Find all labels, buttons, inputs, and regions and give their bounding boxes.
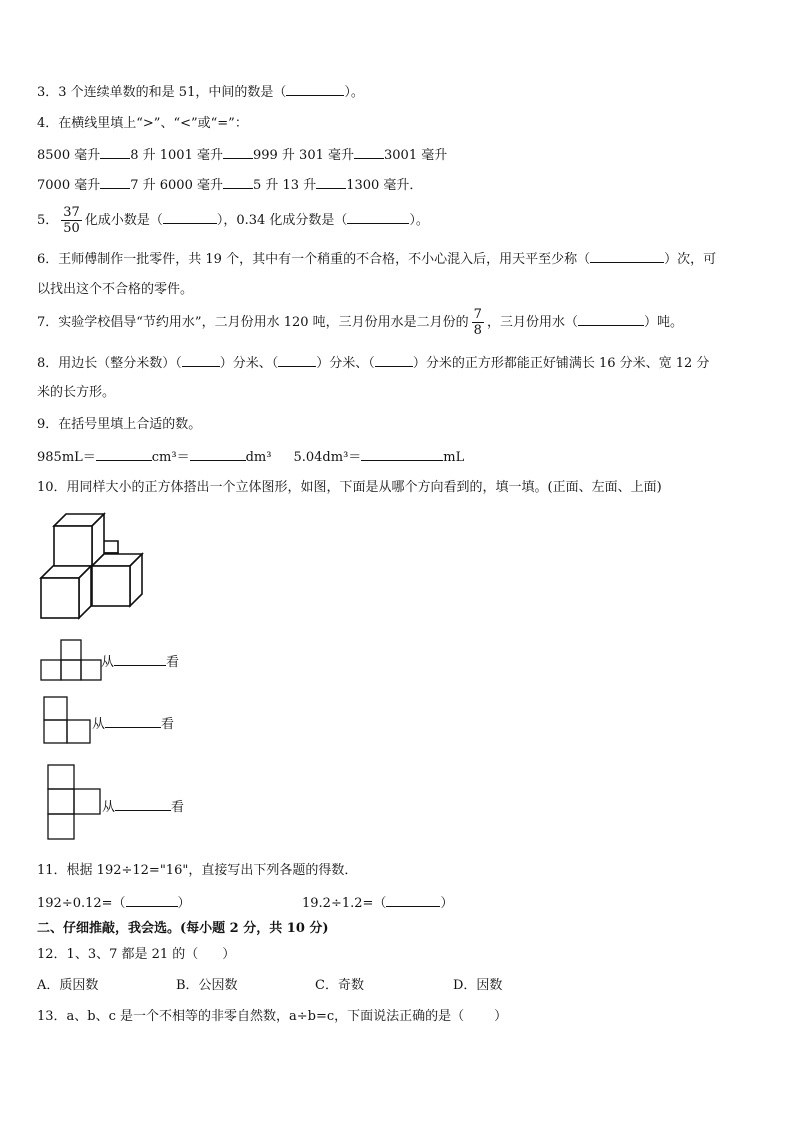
question-4-title: 4．在横线里填上“>”、“<”或“=”： — [37, 116, 248, 131]
question-3: 3．3 个连续单数的和是 51，中间的数是（ ）。 — [37, 85, 364, 100]
section-2-title: 二、仔细推敲，我会选。(每小题 2 分，共 10 分) — [37, 921, 329, 936]
question-4-row-2: 7000 毫升 7 升 6000 毫升 5 升 13 升 1300 毫升． — [37, 178, 423, 193]
answer-blank[interactable] — [114, 653, 166, 666]
answer-blank[interactable] — [126, 894, 178, 907]
answer-blank[interactable] — [223, 146, 253, 159]
question-4-row-1: 8500 毫升 8 升 1001 毫升 999 升 301 毫升 3001 毫升 — [37, 148, 448, 163]
question-7: 7．实验学校倡导“节约用水”，二月份用水 120 吨，三月份用水是二月份的 $\frac{7}{8}$ ，三月份用水（ ）吨。 — [37, 307, 683, 338]
answer-blank[interactable] — [347, 211, 409, 224]
fraction: $\frac{7}{8}$ — [473, 307, 482, 338]
q12-option-b[interactable]: B．公因数 — [176, 978, 238, 993]
answer-blank[interactable] — [182, 354, 220, 367]
answer-blank[interactable] — [278, 354, 316, 367]
fraction: $\frac{37}{50}$ — [63, 205, 80, 236]
view-grid-2 — [44, 697, 90, 743]
question-10-title: 10．用同样大小的正方体搭出一个立体图形，如图，下面是从哪个方向看到的，填一填。(正面、左面、上面) — [37, 480, 662, 495]
question-9-title: 9．在括号里填上合适的数。 — [37, 417, 202, 432]
answer-blank[interactable] — [375, 354, 413, 367]
answer-blank[interactable] — [223, 176, 253, 189]
answer-blank[interactable] — [316, 176, 346, 189]
question-12: 12．1、3、7 都是 21 的（ ） — [37, 947, 236, 962]
q12-option-d[interactable]: D．因数 — [453, 978, 503, 993]
answer-blank[interactable] — [105, 715, 161, 728]
question-11-expr-1: 192÷0.12=（ ） — [37, 896, 191, 911]
answer-blank[interactable] — [354, 146, 384, 159]
q12-option-c[interactable]: C．奇数 — [315, 978, 364, 993]
answer-blank[interactable] — [590, 250, 664, 263]
view-3-label: 从 看 — [102, 800, 185, 815]
view-2-label: 从 看 — [92, 717, 175, 732]
answer-blank[interactable] — [96, 448, 152, 461]
answer-blank[interactable] — [386, 894, 440, 907]
question-11-expr-2: 19.2÷1.2=（ ） — [302, 896, 454, 911]
question-8-line-1: 8．用边长（整分米数）（ ）分米、（ ）分米、（ ）分米的正方形都能正好铺满长 16 分米、宽 12 分 — [37, 356, 710, 371]
view-1-label: 从 看 — [101, 655, 180, 670]
question-8-line-2: 米的长方形。 — [37, 385, 116, 400]
q12-option-a[interactable]: A．质因数 — [37, 978, 99, 993]
answer-blank[interactable] — [190, 448, 246, 461]
answer-blank[interactable] — [100, 146, 130, 159]
answer-blank[interactable] — [115, 798, 171, 811]
question-13: 13．a、b、c 是一个不相等的非零自然数，a÷b=c，下面说法正确的是（ ） — [37, 1009, 508, 1024]
answer-blank[interactable] — [100, 176, 130, 189]
cube-stack-illustration — [41, 514, 142, 618]
view-grid-3 — [48, 765, 100, 839]
answer-blank[interactable] — [578, 313, 644, 326]
question-9-expression: 985mL＝ cm³＝ dm³ 5.04dm³＝ mL — [37, 450, 465, 465]
answer-blank[interactable] — [163, 211, 217, 224]
question-6-line-1: 6．王师傅制作一批零件，共 19 个，其中有一个稍重的不合格，不小心混入后，用天平至少称（ ）次，可 — [37, 252, 717, 267]
question-5: 5． $\frac{37}{50}$ 化成小数是（ ），0.34 化成分数是（ ）。 — [37, 205, 429, 236]
question-6-line-2: 以找出这个不合格的零件。 — [37, 282, 194, 297]
question-11-title: 11．根据 192÷12="16"，直接写出下列各题的得数． — [37, 863, 358, 878]
view-grid-1 — [41, 640, 101, 680]
answer-blank[interactable] — [361, 448, 443, 461]
answer-blank[interactable] — [286, 83, 344, 96]
